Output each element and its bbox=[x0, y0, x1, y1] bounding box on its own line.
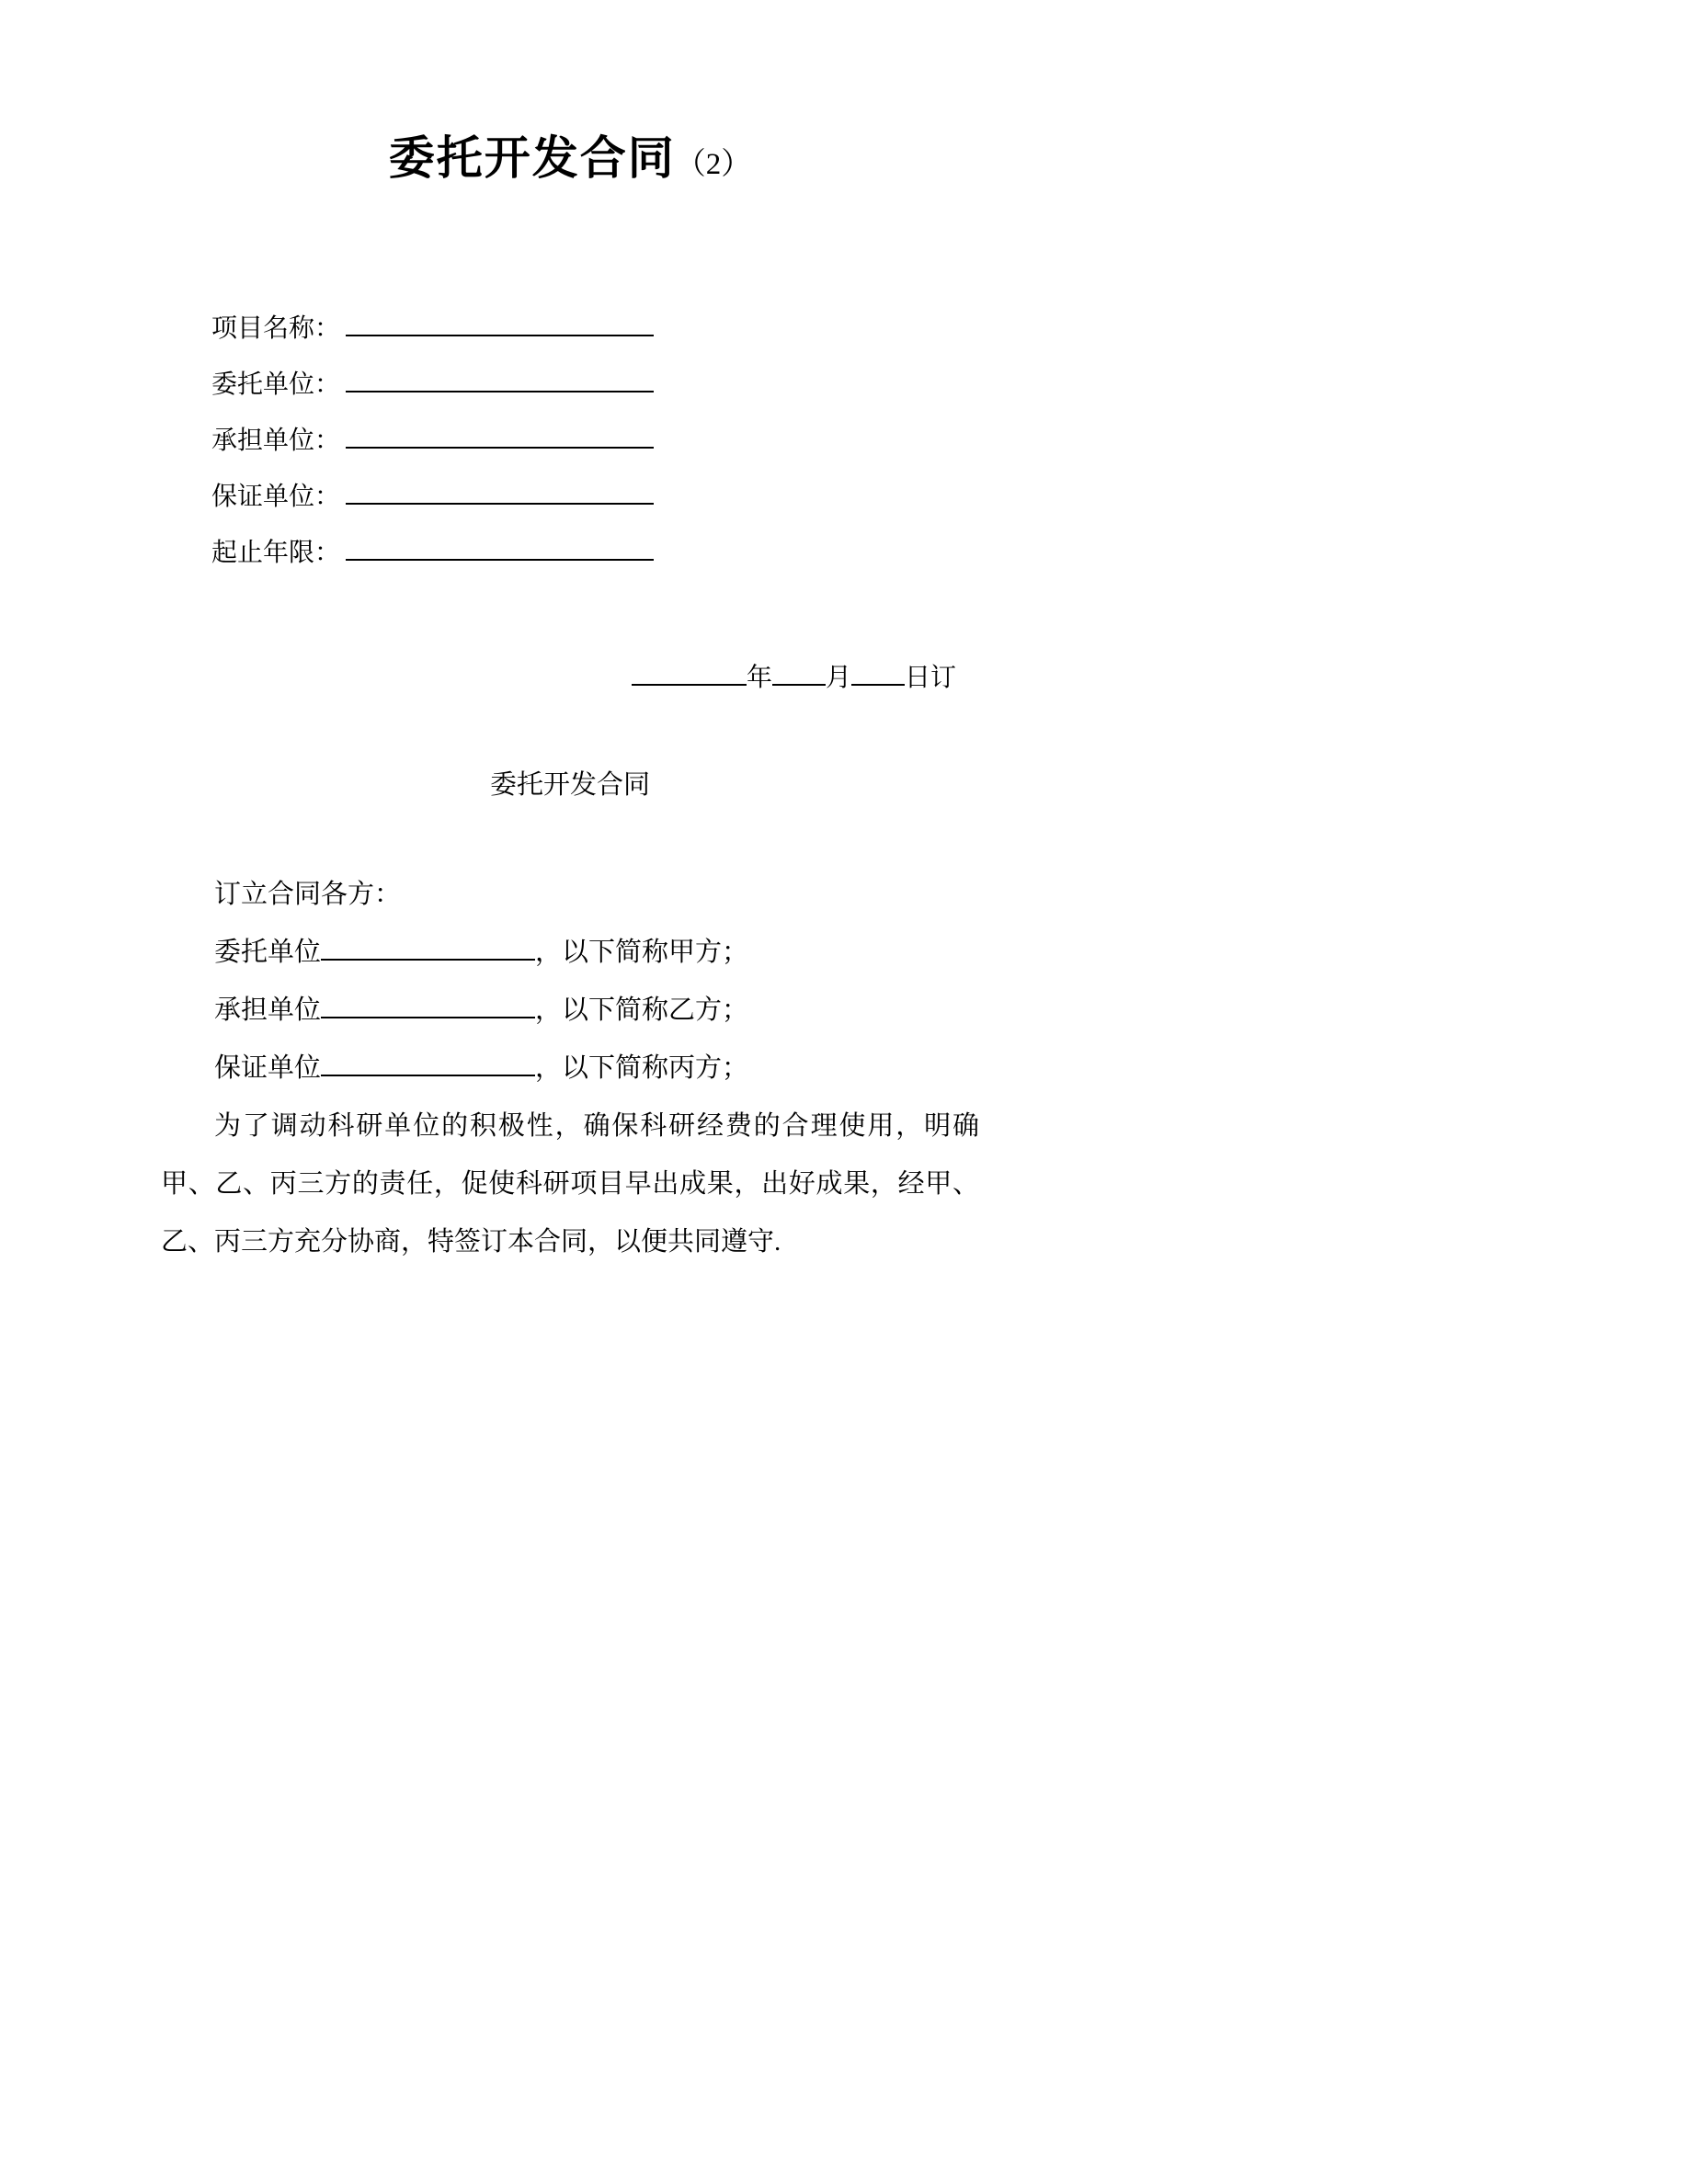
project-name-blank bbox=[346, 335, 654, 336]
party-b-label: 承担单位 bbox=[214, 995, 322, 1025]
undertaking-unit-blank bbox=[346, 447, 654, 449]
project-name-label: 项目名称： bbox=[211, 314, 341, 343]
field-row-commissioning-unit bbox=[211, 357, 979, 413]
document-title-text: 委托开发合同 bbox=[388, 132, 676, 184]
field-row-undertaking-unit bbox=[211, 413, 979, 469]
party-b-suffix: ，以下简称乙方； bbox=[535, 995, 749, 1025]
date-line bbox=[161, 662, 979, 695]
field-row-guarantee-unit bbox=[211, 469, 979, 525]
day-label: 日订 bbox=[904, 664, 956, 692]
document-content bbox=[161, 0, 979, 1271]
undertaking-unit-label: 承担单位： bbox=[211, 427, 341, 455]
body-intro: 订立合同各方： bbox=[214, 880, 402, 909]
field-row-project-name bbox=[211, 301, 979, 357]
term-blank bbox=[346, 559, 654, 561]
header-fields bbox=[211, 301, 979, 581]
year-label: 年 bbox=[746, 664, 772, 692]
document-subtitle: 委托开发合同 bbox=[489, 770, 650, 800]
party-a-label: 委托单位 bbox=[214, 938, 322, 967]
document-title bbox=[161, 129, 979, 195]
party-row-a bbox=[161, 924, 979, 982]
term-label: 起止年限： bbox=[211, 539, 341, 567]
party-row-b bbox=[161, 982, 979, 1040]
party-c-label: 保证单位 bbox=[214, 1053, 322, 1083]
day-blank bbox=[851, 684, 905, 686]
document-title-suffix: （2） bbox=[675, 148, 752, 181]
contract-purpose-paragraph: 为了调动科研单位的积极性，确保科研经费的合理使用，明确甲、乙、丙三方的责任，促使科研项目早出成果，出好成果，经甲、乙、丙三方充分协商，特签订本合同，以便共同遵守. bbox=[161, 1111, 979, 1257]
party-a-suffix: ，以下简称甲方； bbox=[535, 938, 749, 967]
guarantee-unit-label: 保证单位： bbox=[211, 483, 341, 511]
month-blank bbox=[772, 684, 826, 686]
field-row-term bbox=[211, 525, 979, 581]
party-a-blank bbox=[321, 959, 535, 961]
party-c-suffix: ，以下简称丙方； bbox=[535, 1053, 749, 1083]
guarantee-unit-blank bbox=[346, 503, 654, 505]
document-body bbox=[161, 866, 979, 1271]
party-b-blank bbox=[321, 1017, 535, 1018]
party-row-c bbox=[161, 1040, 979, 1098]
party-c-blank bbox=[321, 1075, 535, 1076]
year-blank bbox=[632, 684, 747, 686]
month-label: 月 bbox=[825, 664, 851, 692]
commissioning-unit-label: 委托单位： bbox=[211, 370, 341, 399]
commissioning-unit-blank bbox=[346, 391, 654, 392]
